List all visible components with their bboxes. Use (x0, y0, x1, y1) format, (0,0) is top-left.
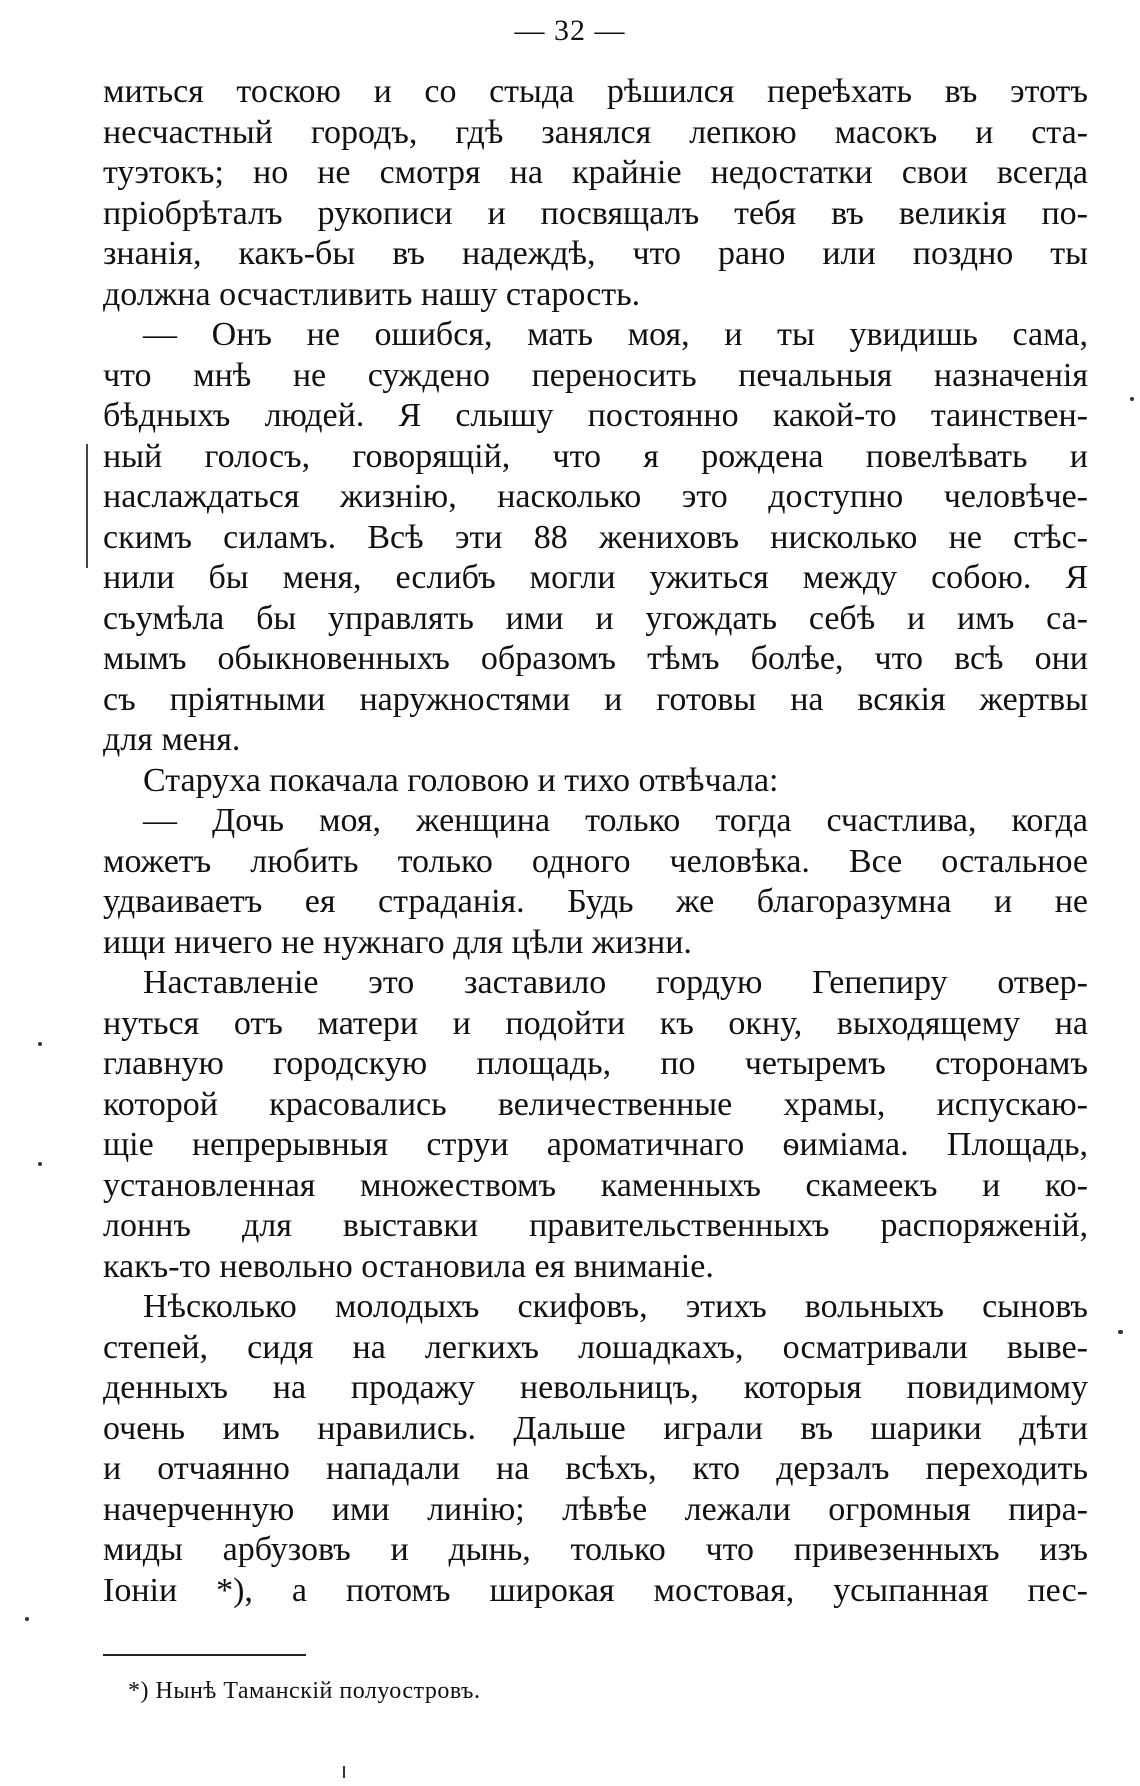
margin-dot (38, 1162, 42, 1166)
text-line: какъ-то невольно остановила ея вниманіе. (103, 1247, 714, 1285)
text-line: — Онъ не ошибся, мать моя, и ты увидишь сама, (143, 316, 1088, 353)
text-line: должна осчастливить нашу старость. (103, 275, 641, 313)
text-line: скимъ силамъ. Всѣ эти 88 жениховъ нисколько не стѣс- (103, 518, 1088, 556)
text-line: денныхъ на продажу невольницъ, которыя повидимому (103, 1369, 1088, 1406)
text-line: — Дочь моя, женщина только тогда счастлива, когда (143, 802, 1088, 839)
text-line: начерченную ими линію; лѣвѣе лежали огромныя пира- (103, 1490, 1088, 1528)
footnote-divider (103, 1654, 306, 1656)
text-line: съ пріятными наружностями и готовы на всякія жертвы (103, 680, 1088, 718)
text-line: которой красовались величественные храмы, испускаю- (103, 1085, 1088, 1123)
text-line: щіе непрерывныя струи ароматичнаго ѳиміама. Площадь, (103, 1126, 1088, 1163)
text-line: Іоніи *), а потомъ широкая мостовая, усыпанная пес- (103, 1571, 1088, 1609)
text-line: ищи ничего не нужнаго для цѣли жизни. (103, 923, 692, 961)
margin-dot (1118, 1330, 1123, 1334)
text-line: съумѣла бы управлять ими и угождать себѣ и имъ са- (103, 599, 1088, 637)
text-line: наслаждаться жизнію, насколько это доступно человѣче- (103, 478, 1088, 515)
text-line: бѣдныхъ людей. Я слышу постоянно какой-то таинствен- (103, 397, 1088, 434)
text-line: что мнѣ не суждено переносить печальныя назначенія (103, 356, 1088, 394)
footnote: *) Нынѣ Таманскій полуостровъ. (128, 1678, 481, 1704)
text-line: миды арбузовъ и дынь, только что привезенныхъ изъ (103, 1531, 1088, 1568)
text-line: степей, сидя на легкихъ лошадкахъ, осматривали выве- (103, 1328, 1088, 1366)
text-line: Наставленіе это заставило гордую Гепепиру отвер- (143, 964, 1088, 1001)
text-line: лоннъ для выставки правительственныхъ распоряженій, (103, 1207, 1088, 1244)
margin-dot (1130, 397, 1134, 401)
text-line: установленная множествомъ каменныхъ скамеекъ и ко- (103, 1166, 1088, 1204)
text-line: ный голосъ, говорящій, что я рождена повелѣвать и (103, 437, 1088, 475)
margin-dot (38, 1042, 42, 1046)
page-number: — 32 — (514, 14, 626, 47)
text-line: удваиваетъ ея страданія. Будь же благоразумна и не (103, 883, 1088, 920)
text-line: нили бы меня, еслибъ могли ужиться между собою. Я (103, 559, 1088, 596)
text-line: мымъ обыкновенныхъ образомъ тѣмъ болѣе, что всѣ они (103, 640, 1088, 677)
text-line: очень имъ нравились. Дальше играли въ шарики дѣти (103, 1409, 1088, 1447)
text-line: и отчаянно нападали на всѣхъ, кто дерзалъ переходить (103, 1450, 1088, 1487)
margin-mark-bar (86, 444, 88, 568)
text-line: туэтокъ; но не смотря на крайніе недостатки свои всегда (103, 154, 1088, 191)
text-line: несчастный городъ, гдѣ занялся лепкою масокъ и ста- (103, 113, 1088, 151)
body-text (103, 72, 1088, 1611)
margin-dot (343, 1766, 345, 1778)
text-line: Нѣсколько молодыхъ скифовъ, этихъ вольныхъ сыновъ (143, 1288, 1088, 1325)
text-line: для меня. (103, 721, 241, 758)
margin-dot (25, 1617, 29, 1621)
text-line: пріобрѣталъ рукописи и посвящалъ тебя въ великія по- (103, 194, 1088, 232)
text-line: можетъ любить только одного человѣка. Все остальное (103, 842, 1088, 880)
text-line: главную городскую площадь, по четыремъ сторонамъ (103, 1045, 1088, 1082)
text-line: миться тоскою и со стыда рѣшился переѣхать въ этотъ (103, 73, 1088, 110)
text-line: Старуха покачала головою и тихо отвѣчала: (143, 761, 779, 799)
text-line: нуться отъ матери и подойти къ окну, выходящему на (103, 1004, 1088, 1042)
text-line: знанія, какъ-бы въ надеждѣ, что рано или поздно ты (103, 235, 1088, 272)
